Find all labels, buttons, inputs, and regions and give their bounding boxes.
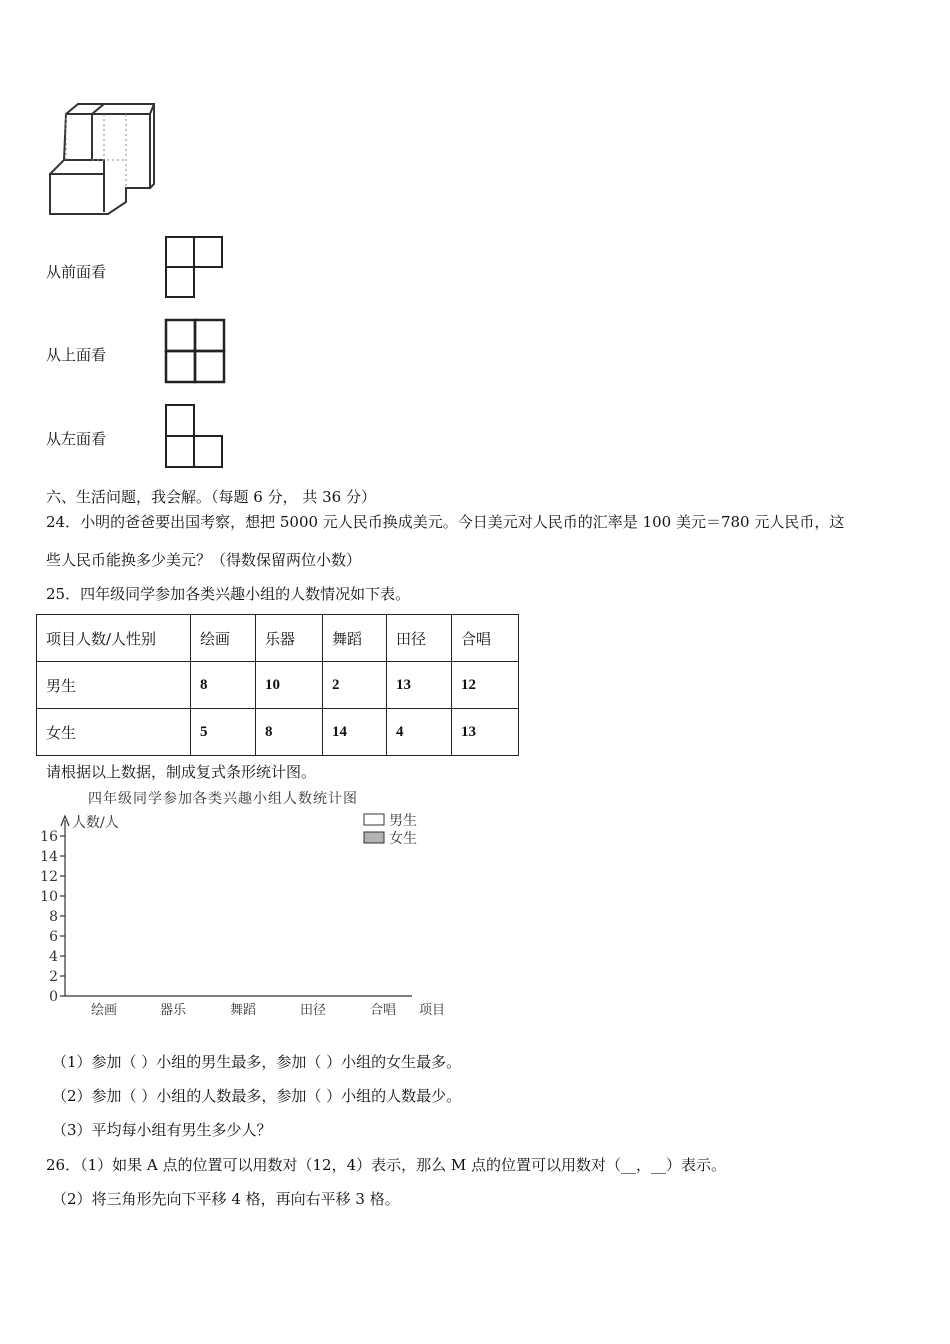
table-cell: 4 [387, 709, 452, 756]
x-category-label: 合唱 [369, 1003, 397, 1018]
q24-line2: 些人民币能换多少美元？（得数保留两位小数） [46, 551, 362, 569]
q25-sub2: （2）参加（ ）小组的人数最多，参加（ ）小组的人数最少。 [52, 1087, 462, 1105]
x-category-label: 田径 [299, 1003, 327, 1018]
legend-label: 女生 [389, 831, 417, 847]
table-cell: 8 [191, 662, 256, 709]
y-tick-label: 6 [49, 929, 58, 945]
legend-swatch [364, 832, 384, 843]
section-six-heading: 六、生活问题，我会解。（每题 6 分， 共 36 分） [46, 488, 376, 506]
table-cell: 14 [323, 709, 387, 756]
top-view-figure [164, 318, 228, 384]
y-tick-label: 4 [49, 949, 58, 965]
table-header-row [37, 615, 519, 662]
table-header-cell: 乐器 [256, 615, 323, 662]
table-cell: 8 [256, 709, 323, 756]
cube-stack-figure [44, 100, 159, 220]
table-cell: 男生 [37, 662, 191, 709]
y-tick-label: 2 [49, 969, 58, 985]
x-category-label: 器乐 [159, 1003, 187, 1018]
table-header-cell: 舞蹈 [323, 615, 387, 662]
q26-sub1: 26．（1）如果 A 点的位置可以用数对（12，4）表示，那么 M 点的位置可以用数对（__，__）表示。 [46, 1156, 727, 1174]
x-axis-title: 项目 [419, 1003, 446, 1018]
q25-intro: 25．四年级同学参加各类兴趣小组的人数情况如下表。 [46, 585, 411, 603]
front-view-label: 从前面看 [46, 263, 107, 281]
legend-label: 男生 [389, 813, 417, 829]
q24-line1: 24．小明的爸爸要出国考察，想把 5000 元人民币换成美元。今日美元对人民币的汇率是 100 美元＝780 元人民币，这 [46, 513, 845, 531]
y-tick-label: 14 [40, 849, 58, 865]
y-tick-label: 8 [49, 909, 58, 925]
table-cell: 13 [387, 662, 452, 709]
table-cell: 12 [452, 662, 519, 709]
y-axis-title: 人数/人 [72, 815, 119, 831]
y-tick-label: 0 [49, 989, 58, 1005]
legend-swatch [364, 814, 384, 825]
front-view-figure [164, 235, 224, 299]
q26-sub2: （2）将三角形先向下平移 4 格，再向右平移 3 格。 [52, 1190, 400, 1208]
y-tick-label: 16 [40, 829, 58, 845]
table-cell: 女生 [37, 709, 191, 756]
x-category-label: 舞蹈 [229, 1003, 257, 1018]
top-view-label: 从上面看 [46, 346, 107, 364]
x-category-label: 绘画 [90, 1003, 118, 1018]
interest-group-table [36, 614, 519, 756]
table-row [37, 662, 519, 709]
left-view-label: 从左面看 [46, 430, 107, 448]
bar-chart-grid [30, 810, 470, 1025]
y-tick-label: 10 [40, 889, 58, 905]
q25-instruction: 请根据以上数据，制成复式条形统计图。 [46, 763, 317, 781]
table-header-cell: 田径 [387, 615, 452, 662]
table-cell: 13 [452, 709, 519, 756]
table-cell: 10 [256, 662, 323, 709]
table-row [37, 709, 519, 756]
table-cell: 5 [191, 709, 256, 756]
q25-sub3: （3）平均每小组有男生多少人？ [52, 1121, 272, 1139]
q25-sub1: （1）参加（ ）小组的男生最多，参加（ ）小组的女生最多。 [52, 1053, 462, 1071]
table-header-cell: 绘画 [191, 615, 256, 662]
table-header-cell: 项目人数/人性别 [37, 615, 191, 662]
left-view-figure [164, 403, 224, 469]
chart-title: 四年级同学参加各类兴趣小组人数统计图 [88, 791, 358, 807]
table-cell: 2 [323, 662, 387, 709]
table-header-cell: 合唱 [452, 615, 519, 662]
y-tick-label: 12 [40, 869, 58, 885]
